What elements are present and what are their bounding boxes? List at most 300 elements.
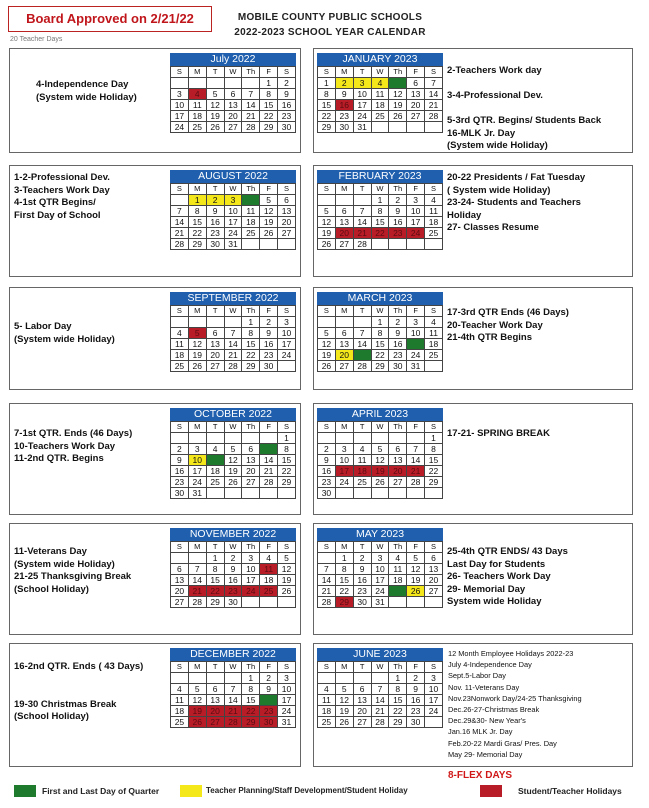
- day-cell: 29: [371, 361, 389, 372]
- notes-may: [447, 546, 568, 609]
- day-cell: 8: [242, 684, 260, 695]
- day-cell: 21: [371, 706, 389, 717]
- day-cell: 5: [318, 206, 336, 217]
- note-line: 7-1st QTR. Ends (46 Days): [14, 428, 133, 439]
- day-cell: 23: [389, 228, 407, 239]
- day-cell: 15: [335, 575, 353, 586]
- day-cell: 30: [278, 122, 296, 133]
- day-cell: 14: [353, 339, 371, 350]
- day-cell: 1: [371, 195, 389, 206]
- day-cell: 21: [188, 586, 206, 597]
- day-cell: 13: [335, 217, 353, 228]
- weekday-header: T: [353, 306, 371, 317]
- day-cell: [335, 317, 353, 328]
- day-cell: 25: [171, 717, 189, 728]
- day-cell: 24: [171, 122, 189, 133]
- day-cell: 11: [260, 564, 278, 575]
- legend-red-swatch: [480, 785, 502, 797]
- day-cell: [389, 122, 407, 133]
- day-cell: 23: [171, 477, 189, 488]
- note-line: 4-1st QTR Begins/: [14, 197, 96, 208]
- day-cell: 3: [242, 553, 260, 564]
- day-cell: 24: [278, 350, 296, 361]
- day-cell: [242, 78, 260, 89]
- calendar-june-2023: [317, 648, 443, 728]
- day-cell: 17: [407, 339, 425, 350]
- employee-holidays-title: 12 Month Employee Holidays 2022-23: [448, 649, 574, 658]
- day-cell: 5: [188, 328, 206, 339]
- day-cell: 31: [188, 488, 206, 499]
- day-cell: 15: [242, 695, 260, 706]
- day-cell: 16: [353, 575, 371, 586]
- notes-november: [14, 546, 131, 596]
- day-cell: 2: [206, 195, 224, 206]
- day-cell: 10: [425, 684, 443, 695]
- note-line: [14, 674, 143, 687]
- day-cell: 6: [389, 444, 407, 455]
- day-cell: 12: [188, 339, 206, 350]
- day-cell: 26: [335, 717, 353, 728]
- month-title: DECEMBER 2022: [170, 648, 296, 661]
- day-cell: 30: [260, 361, 278, 372]
- day-cell: 21: [242, 111, 260, 122]
- employee-holiday-item: Nov.23Nonwork Day/24-25 Thanksgiving: [448, 693, 582, 703]
- day-cell: 19: [278, 575, 296, 586]
- day-cell: 2: [389, 195, 407, 206]
- day-cell: 15: [260, 100, 278, 111]
- day-cell: 11: [425, 206, 443, 217]
- day-cell: 15: [278, 455, 296, 466]
- day-cell: 23: [389, 350, 407, 361]
- day-cell: 6: [224, 89, 242, 100]
- day-cell: 23: [353, 586, 371, 597]
- notes-october: [14, 428, 132, 466]
- weekday-header: Th: [242, 662, 260, 673]
- day-cell: 2: [353, 553, 371, 564]
- legend-yellow-label: Teacher Planning/Staff Development/Student Holiday: [206, 786, 408, 795]
- day-cell: [353, 195, 371, 206]
- weekday-header: Th: [242, 184, 260, 195]
- day-cell: [224, 673, 242, 684]
- weekday-header: M: [188, 67, 206, 78]
- day-cell: [171, 553, 189, 564]
- day-cell: 9: [260, 328, 278, 339]
- day-cell: 11: [371, 89, 389, 100]
- day-cell: [224, 488, 242, 499]
- day-cell: 9: [318, 455, 336, 466]
- day-cell: 6: [335, 206, 353, 217]
- day-cell: [425, 239, 443, 250]
- day-cell: 1: [188, 195, 206, 206]
- month-grid: [170, 541, 296, 608]
- weekday-header: T: [353, 542, 371, 553]
- day-cell: 2: [171, 444, 189, 455]
- weekday-header: T: [353, 67, 371, 78]
- calendar-august-2022: [170, 170, 296, 250]
- day-cell: 26: [188, 717, 206, 728]
- day-cell: 11: [171, 339, 189, 350]
- weekday-header: Th: [389, 662, 407, 673]
- note-line: 17-3rd QTR Ends (46 Days): [447, 307, 569, 318]
- day-cell: [278, 361, 296, 372]
- day-cell: 23: [206, 228, 224, 239]
- day-cell: 25: [425, 350, 443, 361]
- day-cell: 28: [188, 597, 206, 608]
- day-cell: 7: [224, 328, 242, 339]
- weekday-header: S: [278, 306, 296, 317]
- note-line: [447, 103, 601, 116]
- month-grid: [317, 541, 443, 608]
- note-line: 21-25 Thanksgiving Break: [14, 571, 132, 582]
- day-cell: 2: [260, 673, 278, 684]
- weekday-header: T: [206, 662, 224, 673]
- weekday-header: M: [335, 542, 353, 553]
- month-title: APRIL 2023: [317, 408, 443, 421]
- day-cell: 3: [188, 444, 206, 455]
- day-cell: 13: [425, 564, 443, 575]
- month-title: July 2022: [170, 53, 296, 66]
- day-cell: 28: [260, 477, 278, 488]
- day-cell: 25: [389, 586, 407, 597]
- day-cell: 22: [242, 350, 260, 361]
- calendar-september-2022: [170, 292, 296, 372]
- legend-yellow-swatch: [180, 785, 202, 797]
- day-cell: 29: [335, 597, 353, 608]
- day-cell: [260, 433, 278, 444]
- day-cell: 13: [206, 695, 224, 706]
- day-cell: 26: [188, 361, 206, 372]
- day-cell: 1: [371, 317, 389, 328]
- day-cell: 26: [407, 586, 425, 597]
- day-cell: 17: [425, 695, 443, 706]
- weekday-header: F: [407, 542, 425, 553]
- day-cell: 4: [171, 684, 189, 695]
- day-cell: 19: [206, 111, 224, 122]
- day-cell: 23: [318, 477, 336, 488]
- day-cell: 17: [242, 575, 260, 586]
- day-cell: 2: [278, 78, 296, 89]
- weekday-header: S: [318, 67, 336, 78]
- day-cell: 7: [242, 89, 260, 100]
- day-cell: [389, 433, 407, 444]
- day-cell: 11: [188, 100, 206, 111]
- day-cell: 12: [188, 695, 206, 706]
- day-cell: 6: [206, 328, 224, 339]
- legend-green-swatch: [14, 785, 36, 797]
- day-cell: 11: [318, 695, 336, 706]
- month-title: JANUARY 2023: [317, 53, 443, 66]
- day-cell: 22: [371, 228, 389, 239]
- day-cell: 6: [335, 328, 353, 339]
- day-cell: 22: [425, 466, 443, 477]
- day-cell: 14: [353, 217, 371, 228]
- day-cell: 6: [242, 444, 260, 455]
- day-cell: 10: [278, 328, 296, 339]
- weekday-header: S: [278, 184, 296, 195]
- day-cell: 12: [206, 100, 224, 111]
- day-cell: 3: [335, 444, 353, 455]
- weekday-header: Th: [242, 542, 260, 553]
- day-cell: [171, 673, 189, 684]
- day-cell: [206, 673, 224, 684]
- employee-holiday-item: July 4-Independence Day: [448, 660, 532, 670]
- day-cell: 6: [206, 684, 224, 695]
- day-cell: 9: [224, 564, 242, 575]
- day-cell: 12: [318, 217, 336, 228]
- day-cell: 8: [335, 564, 353, 575]
- day-cell: 26: [206, 122, 224, 133]
- day-cell: [407, 239, 425, 250]
- month-title: NOVEMBER 2022: [170, 528, 296, 541]
- day-cell: 29: [206, 597, 224, 608]
- employee-holidays: [448, 648, 582, 760]
- weekday-header: Th: [389, 422, 407, 433]
- day-cell: 1: [278, 433, 296, 444]
- calendar-january-2023: [317, 53, 443, 133]
- weekday-header: F: [260, 542, 278, 553]
- day-cell: [206, 433, 224, 444]
- calendar-may-2023: [317, 528, 443, 608]
- approved-subnote: 20 Teacher Days: [10, 36, 63, 43]
- day-cell: 4: [425, 317, 443, 328]
- month-grid: [170, 661, 296, 728]
- day-cell: 2: [407, 673, 425, 684]
- day-cell: 7: [407, 444, 425, 455]
- day-cell: 19: [224, 466, 242, 477]
- day-cell: 19: [389, 100, 407, 111]
- day-cell: 10: [188, 455, 206, 466]
- weekday-header: Th: [242, 422, 260, 433]
- notes-december: [14, 661, 143, 724]
- day-cell: 9: [389, 206, 407, 217]
- day-cell: [407, 433, 425, 444]
- day-cell: 11: [206, 455, 224, 466]
- weekday-header: F: [407, 67, 425, 78]
- day-cell: [278, 488, 296, 499]
- day-cell: 18: [389, 575, 407, 586]
- day-cell: 3: [224, 195, 242, 206]
- day-cell: 14: [188, 575, 206, 586]
- day-cell: 6: [171, 564, 189, 575]
- day-cell: 18: [353, 466, 371, 477]
- calendar-july-2022: [170, 53, 296, 133]
- day-cell: [171, 433, 189, 444]
- weekday-header: W: [371, 662, 389, 673]
- day-cell: 31: [278, 717, 296, 728]
- day-cell: 24: [278, 706, 296, 717]
- note-line: ( System wide Holiday): [447, 184, 551, 196]
- day-cell: 14: [318, 575, 336, 586]
- day-cell: 2: [318, 444, 336, 455]
- month-grid: [317, 183, 443, 250]
- day-cell: 1: [318, 78, 336, 89]
- weekday-header: S: [171, 306, 189, 317]
- day-cell: 22: [260, 111, 278, 122]
- day-cell: 29: [242, 717, 260, 728]
- day-cell: 22: [389, 706, 407, 717]
- day-cell: 17: [371, 575, 389, 586]
- day-cell: [335, 488, 353, 499]
- day-cell: 20: [206, 350, 224, 361]
- employee-holiday-item: Dec.26-27-Christmas Break: [448, 705, 540, 715]
- day-cell: [242, 597, 260, 608]
- day-cell: [407, 488, 425, 499]
- day-cell: 28: [224, 361, 242, 372]
- note-line: 11-Veterans Day: [14, 546, 87, 557]
- day-cell: 27: [206, 361, 224, 372]
- weekday-header: M: [335, 184, 353, 195]
- weekday-header: S: [171, 67, 189, 78]
- weekday-header: F: [260, 306, 278, 317]
- day-cell: 30: [389, 361, 407, 372]
- note-line: 21-4th QTR Begins: [447, 332, 532, 343]
- note-line: 11-2nd QTR. Begins: [14, 453, 104, 464]
- day-cell: [224, 433, 242, 444]
- day-cell: 12: [371, 455, 389, 466]
- legend-green-label: First and Last Day of Quarter: [42, 786, 160, 796]
- day-cell: 27: [335, 239, 353, 250]
- weekday-header: Th: [242, 67, 260, 78]
- weekday-header: F: [260, 422, 278, 433]
- day-cell: 18: [242, 217, 260, 228]
- day-cell: [278, 239, 296, 250]
- day-cell: 8: [425, 444, 443, 455]
- weekday-header: F: [260, 67, 278, 78]
- day-cell: 28: [353, 239, 371, 250]
- day-cell: 31: [407, 361, 425, 372]
- note-line: 3-4-Professional Dev.: [447, 90, 543, 101]
- day-cell: 21: [260, 466, 278, 477]
- day-cell: 25: [242, 228, 260, 239]
- weekday-header: W: [224, 422, 242, 433]
- day-cell: 18: [206, 466, 224, 477]
- day-cell: 30: [171, 488, 189, 499]
- day-cell: 20: [171, 586, 189, 597]
- month-grid: [317, 66, 443, 133]
- day-cell: 8: [318, 89, 336, 100]
- day-cell: 9: [353, 564, 371, 575]
- day-cell: 13: [171, 575, 189, 586]
- day-cell: [425, 488, 443, 499]
- day-cell: 28: [242, 122, 260, 133]
- day-cell: 23: [260, 706, 278, 717]
- note-line: 2-Teachers Work day: [447, 65, 542, 76]
- day-cell: 15: [389, 695, 407, 706]
- day-cell: [371, 239, 389, 250]
- day-cell: 26: [389, 111, 407, 122]
- day-cell: 18: [171, 350, 189, 361]
- day-cell: 7: [318, 564, 336, 575]
- day-cell: 9: [206, 206, 224, 217]
- day-cell: [188, 673, 206, 684]
- day-cell: 16: [206, 217, 224, 228]
- day-cell: 28: [318, 597, 336, 608]
- day-cell: 30: [318, 488, 336, 499]
- day-cell: 3: [407, 317, 425, 328]
- day-cell: 27: [242, 477, 260, 488]
- day-cell: 21: [425, 100, 443, 111]
- day-cell: 9: [335, 89, 353, 100]
- day-cell: 24: [371, 586, 389, 597]
- day-cell: 17: [278, 695, 296, 706]
- notes-march: [447, 307, 569, 345]
- day-cell: [425, 361, 443, 372]
- day-cell: 4: [242, 195, 260, 206]
- day-cell: 16: [260, 339, 278, 350]
- month-grid: [170, 305, 296, 372]
- weekday-header: T: [206, 422, 224, 433]
- day-cell: 18: [260, 575, 278, 586]
- day-cell: [206, 488, 224, 499]
- day-cell: 22: [188, 228, 206, 239]
- weekday-header: M: [335, 422, 353, 433]
- day-cell: 27: [425, 586, 443, 597]
- note-line: (School Holiday): [14, 711, 89, 722]
- weekday-header: F: [407, 662, 425, 673]
- weekday-header: S: [171, 542, 189, 553]
- day-cell: 26: [278, 586, 296, 597]
- note-line: 5-3rd QTR. Begins/ Students Back: [447, 115, 602, 126]
- note-line: 4-Independence Day: [36, 79, 129, 90]
- day-cell: 19: [188, 350, 206, 361]
- weekday-header: Th: [389, 184, 407, 195]
- day-cell: 8: [371, 328, 389, 339]
- weekday-header: F: [260, 662, 278, 673]
- note-line: 20-22 Presidents / Fat Tuesday: [447, 172, 586, 183]
- day-cell: 10: [242, 564, 260, 575]
- day-cell: 18: [188, 111, 206, 122]
- weekday-header: M: [188, 422, 206, 433]
- note-line: (System wide Holiday): [14, 333, 115, 345]
- day-cell: 12: [389, 89, 407, 100]
- day-cell: 28: [407, 477, 425, 488]
- day-cell: 29: [278, 477, 296, 488]
- day-cell: 26: [371, 477, 389, 488]
- day-cell: 16: [335, 100, 353, 111]
- day-cell: 20: [425, 575, 443, 586]
- day-cell: 17: [224, 217, 242, 228]
- day-cell: 31: [371, 597, 389, 608]
- day-cell: 27: [206, 717, 224, 728]
- weekday-header: S: [425, 306, 443, 317]
- day-cell: 9: [407, 684, 425, 695]
- flex-days-label: 8-FLEX DAYS: [448, 770, 513, 781]
- day-cell: [318, 317, 336, 328]
- weekday-header: M: [188, 184, 206, 195]
- notes-january: [447, 65, 601, 153]
- day-cell: 31: [353, 122, 371, 133]
- day-cell: 1: [242, 317, 260, 328]
- day-cell: 25: [371, 111, 389, 122]
- day-cell: 8: [260, 89, 278, 100]
- day-cell: [260, 239, 278, 250]
- day-cell: 17: [188, 466, 206, 477]
- note-line: [447, 78, 601, 91]
- weekday-header: T: [206, 67, 224, 78]
- day-cell: 20: [353, 706, 371, 717]
- day-cell: 18: [318, 706, 336, 717]
- notes-february: [447, 172, 585, 235]
- note-line: 16-MLK Jr. Day: [447, 127, 516, 139]
- day-cell: 15: [371, 339, 389, 350]
- weekday-header: W: [371, 67, 389, 78]
- day-cell: 19: [260, 217, 278, 228]
- weekday-header: W: [371, 184, 389, 195]
- day-cell: 15: [318, 100, 336, 111]
- day-cell: 17: [353, 100, 371, 111]
- weekday-header: S: [278, 422, 296, 433]
- legend-red-label: Student/Teacher Holidays: [518, 786, 622, 796]
